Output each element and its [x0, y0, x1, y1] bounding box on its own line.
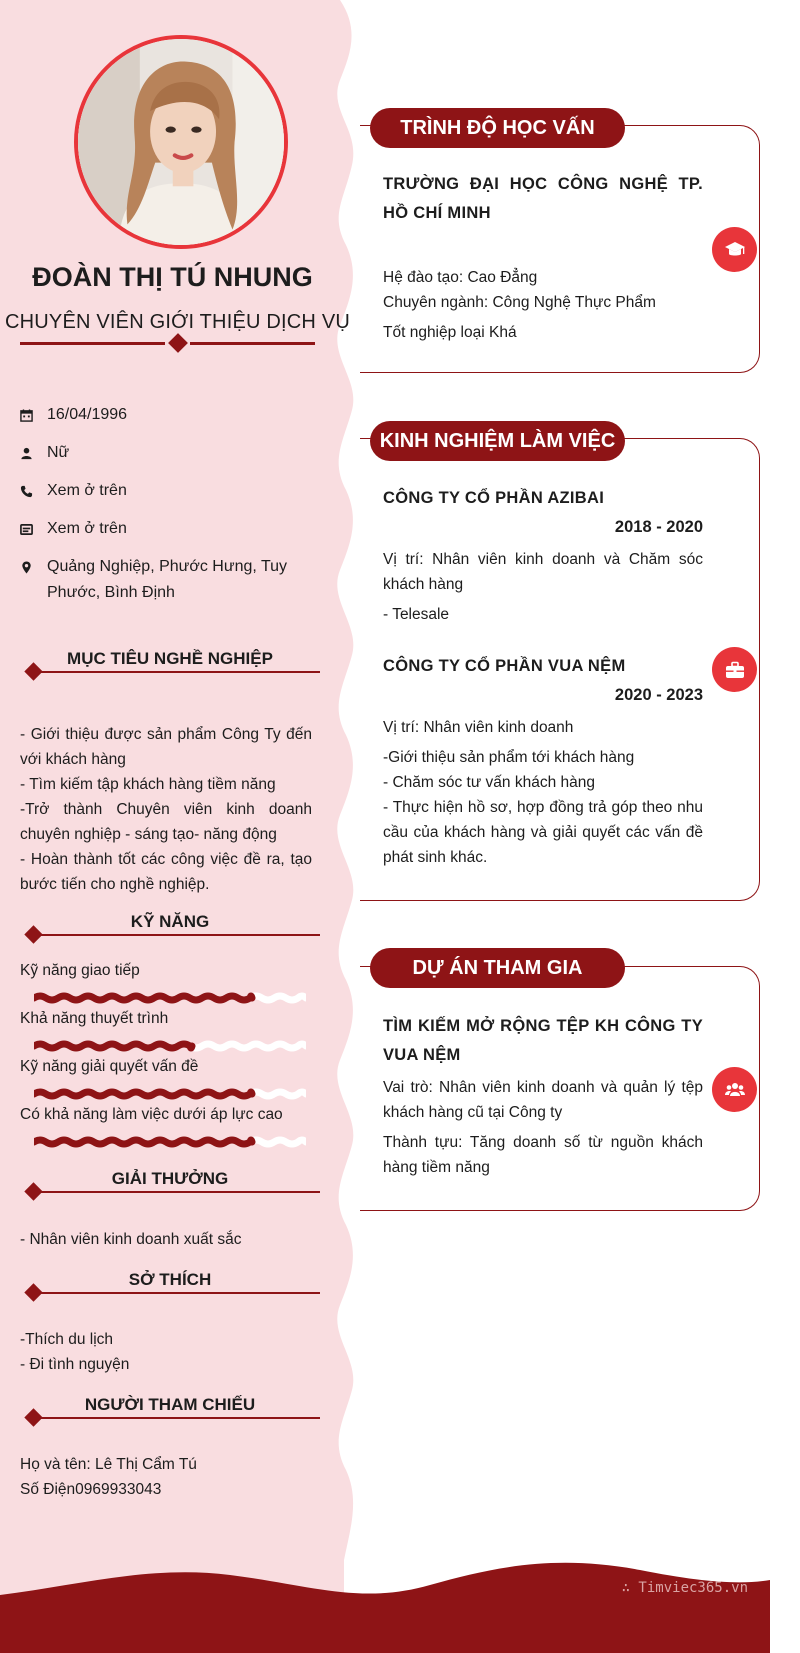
- skills-heading-title: KỸ NĂNG: [130, 912, 210, 931]
- awards-heading: [20, 1169, 320, 1202]
- skill-bar-fill: [34, 996, 252, 1000]
- reference-heading-title: NGƯỜI THAM CHIẾU: [84, 1395, 256, 1414]
- education-system: Hệ đào tạo: Cao Đẳng: [383, 269, 538, 286]
- title-divider-right: [190, 342, 315, 345]
- objective-line: - Giới thiệu được sản phẩm Công Ty đến với khách hàng: [20, 726, 312, 768]
- graduation-cap-icon: [724, 239, 746, 261]
- objective-line: -Trở thành Chuyên viên kinh doanh chuyên nghiệp - sáng tạo- năng động: [20, 801, 312, 843]
- skill-name: Kỹ năng giao tiếp: [20, 962, 140, 979]
- footer-brand: [622, 1580, 748, 1596]
- gender-text: Nữ: [47, 444, 70, 461]
- skill-name: Kỹ năng giải quyết vấn đề: [20, 1058, 199, 1075]
- education-school: TRƯỜNG ĐẠI HỌC CÔNG NGHỆ TP. HỒ CHÍ MINH: [383, 175, 703, 222]
- candidate-name: ĐOÀN THỊ TÚ NHUNG: [32, 262, 313, 292]
- education-major: Chuyên ngành: Công Nghệ Thực Phẩm: [383, 294, 656, 311]
- experience-years: 2018 - 2020: [614, 518, 703, 536]
- objective-heading-line: [34, 671, 320, 673]
- experience-company: CÔNG TY CỔ PHẦN AZIBAI: [383, 489, 605, 507]
- projects-icon-badge: [712, 1067, 757, 1112]
- experience-company: CÔNG TY CỔ PHẦN VUA NỆM: [383, 657, 626, 675]
- contact-birthday: [20, 402, 127, 428]
- project-detail: [383, 1075, 703, 1180]
- reference-phone: Số Điện0969933043: [20, 1481, 162, 1498]
- reference-heading-line: [34, 1417, 320, 1419]
- experience-line: - Telesale: [383, 606, 450, 623]
- hobbies-heading: [20, 1270, 320, 1303]
- skill-name: Khả năng thuyết trình: [20, 1010, 169, 1027]
- address-line-2: Phước, Bình Định: [47, 584, 175, 601]
- contact-gender: [20, 440, 69, 466]
- experience-detail: [383, 715, 703, 870]
- hobby-line: -Thích du lịch: [20, 1331, 114, 1348]
- experience-heading: KINH NGHIỆM LÀM VIỆC: [370, 421, 625, 461]
- email-icon: [20, 516, 47, 542]
- hobbies-heading-title: SỞ THÍCH: [128, 1270, 212, 1289]
- skills-heading: [20, 912, 320, 945]
- objective-heading-title: MỤC TIÊU NGHỀ NGHIỆP: [67, 649, 273, 668]
- footer-brand-text: Timviec365.vn: [638, 1580, 748, 1596]
- skill-bar-fill: [34, 1140, 252, 1144]
- reference-name: Họ và tên: Lê Thị Cẩm Tú: [20, 1456, 197, 1473]
- skill-bar-fill: [34, 1092, 252, 1096]
- candidate-title: CHUYÊN VIÊN GIỚI THIỆU DỊCH VỤ: [4, 311, 351, 333]
- skill-name: Có khả năng làm việc dưới áp lực cao: [20, 1106, 283, 1123]
- phone-text: Xem ở trên: [47, 482, 127, 499]
- user-icon: [20, 440, 47, 466]
- users-icon: [724, 1079, 746, 1101]
- hobbies-heading-line: [34, 1292, 320, 1294]
- contact-phone: [20, 478, 127, 504]
- awards-heading-title: GIẢI THƯỞNG: [111, 1169, 229, 1188]
- skill-level-bar: [34, 1136, 306, 1148]
- briefcase-icon: [724, 659, 746, 681]
- project-achievement: Thành tựu: Tăng doanh số từ nguồn khách hàng tiềm năng: [383, 1134, 703, 1176]
- contact-address: [20, 554, 320, 606]
- calendar-icon: [20, 402, 47, 428]
- portrait-image: [78, 39, 284, 245]
- project-role: Vai trò: Nhân viên kinh doanh và quản lý tệp khách hàng cũ tại Công ty: [383, 1079, 703, 1121]
- objective-line: - Hoàn thành tốt các công việc đề ra, tạo bước tiến cho nghề nghiệp.: [20, 851, 312, 893]
- skill-level-bar: [34, 992, 306, 1004]
- experience-detail: [383, 547, 703, 627]
- experience-line: -Giới thiệu sản phẩm tới khách hàng: [383, 749, 635, 766]
- skills-heading-line: [34, 934, 320, 936]
- project-name: TÌM KIẾM MỞ RỘNG TỆP KH CÔNG TY VUA NỆM: [383, 1017, 703, 1064]
- education-icon-badge: [712, 227, 757, 272]
- hobbies-text: [20, 1327, 312, 1377]
- awards-heading-line: [34, 1191, 320, 1193]
- experience-line: - Thực hiện hồ sơ, hợp đồng trả góp theo nhu cầu của khách hàng và giải quyết các vấn đề phát sinh khác.: [383, 799, 703, 866]
- education-details: [383, 265, 703, 345]
- education-heading: TRÌNH ĐỘ HỌC VẤN: [370, 108, 625, 148]
- brand-icon: ∴: [621, 1580, 639, 1596]
- experience-icon-badge: [712, 647, 757, 692]
- objective-heading: [20, 649, 320, 682]
- address-line-1: Quảng Nghiệp, Phước Hưng, Tuy: [47, 558, 288, 575]
- education-grade: Tốt nghiệp loại Khá: [383, 324, 517, 341]
- objective-line: - Tìm kiếm tập khách hàng tiềm năng: [20, 776, 276, 793]
- phone-icon: [20, 478, 47, 504]
- experience-years: 2020 - 2023: [614, 686, 703, 704]
- experience-line: - Chăm sóc tư vấn khách hàng: [383, 774, 595, 791]
- title-divider-left: [20, 342, 165, 345]
- objective-text: [20, 722, 312, 897]
- projects-heading: DỰ ÁN THAM GIA: [370, 948, 625, 988]
- reference-text: [20, 1452, 312, 1502]
- experience-line: Vị trí: Nhân viên kinh doanh: [383, 719, 574, 736]
- address-text: [47, 554, 287, 606]
- contact-email: [20, 516, 127, 542]
- awards-text: - Nhân viên kinh doanh xuất sắc: [20, 1231, 242, 1248]
- experience-line: Vị trí: Nhân viên kinh doanh và Chăm sóc khách hàng: [383, 551, 703, 593]
- profile-photo: [74, 35, 288, 249]
- hobby-line: - Đi tình nguyện: [20, 1356, 130, 1373]
- email-text: Xem ở trên: [47, 520, 127, 537]
- skill-level-bar: [34, 1088, 306, 1100]
- reference-heading: [20, 1395, 320, 1428]
- location-icon: [20, 554, 47, 580]
- birthday-text: 16/04/1996: [47, 406, 128, 423]
- skill-bar-fill: [34, 1044, 192, 1048]
- skill-level-bar: [34, 1040, 306, 1052]
